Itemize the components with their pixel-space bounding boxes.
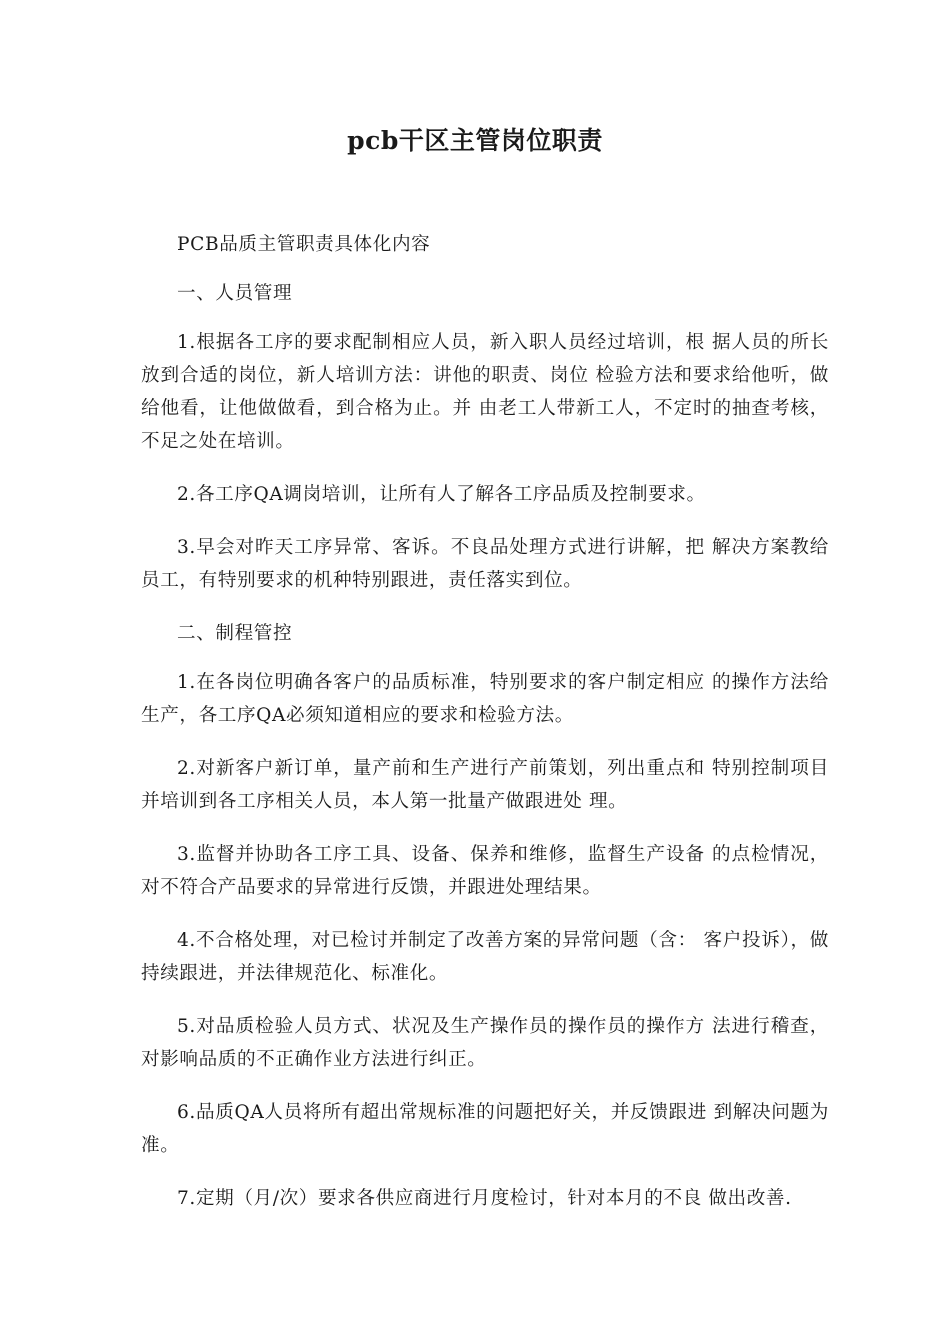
list-item: 5.对品质检验人员方式、状况及生产操作员的操作员的操作方 法进行稽查，对影响品质的不正确作业方法进行纠正。	[141, 1016, 829, 1070]
list-item: 7.定期（月/次）要求各供应商进行月度检讨，针对本月的不良 做出改善.	[177, 1188, 792, 1209]
document-body	[141, 228, 829, 1235]
document-title: pcb干区主管岗位职责	[347, 125, 603, 155]
list-item: 3.监督并协助各工序工具、设备、保养和维修，监督生产设备 的点检情况，对不符合产品要求的异常进行反馈，并跟进处理结果。	[141, 844, 829, 898]
list-item: 4.不合格处理，对已检讨并制定了改善方案的异常问题（含： 客户投诉），做持续跟进，并法律规范化、标准化。	[141, 930, 829, 984]
list-item: 6.品质QA人员将所有超出常规标准的问题把好关，并反馈跟进 到解决问题为准。	[141, 1102, 829, 1156]
list-item: 2.对新客户新订单，量产前和生产进行产前策划，列出重点和 特别控制项目并培训到各工序相关人员，本人第一批量产做跟进处 理。	[141, 758, 829, 812]
section-heading: 一、人员管理	[177, 283, 293, 304]
intro-line: PCB品质主管职责具体化内容	[177, 234, 431, 255]
section-heading: 二、制程管控	[177, 623, 293, 644]
list-item: 1.根据各工序的要求配制相应人员，新入职人员经过培训，根 据人员的所长放到合适的岗位，新人培训方法：讲他的职责、岗位 检验方法和要求给他听，做给他看，让他做做看，到合格为止。并 由老工人带新工人，不定时的抽查考核，不足之处在培训。	[141, 332, 829, 452]
list-item: 1.在各岗位明确各客户的品质标准，特别要求的客户制定相应 的操作方法给生产，各工序QA必须知道相应的要求和检验方法。	[141, 672, 829, 726]
list-item: 2.各工序QA调岗培训，让所有人了解各工序品质及控制要求。	[177, 484, 706, 505]
list-item: 3.早会对昨天工序异常、客诉。不良品处理方式进行讲解，把 解决方案教给员工，有特别要求的机种特别跟进，责任落实到位。	[141, 537, 829, 591]
